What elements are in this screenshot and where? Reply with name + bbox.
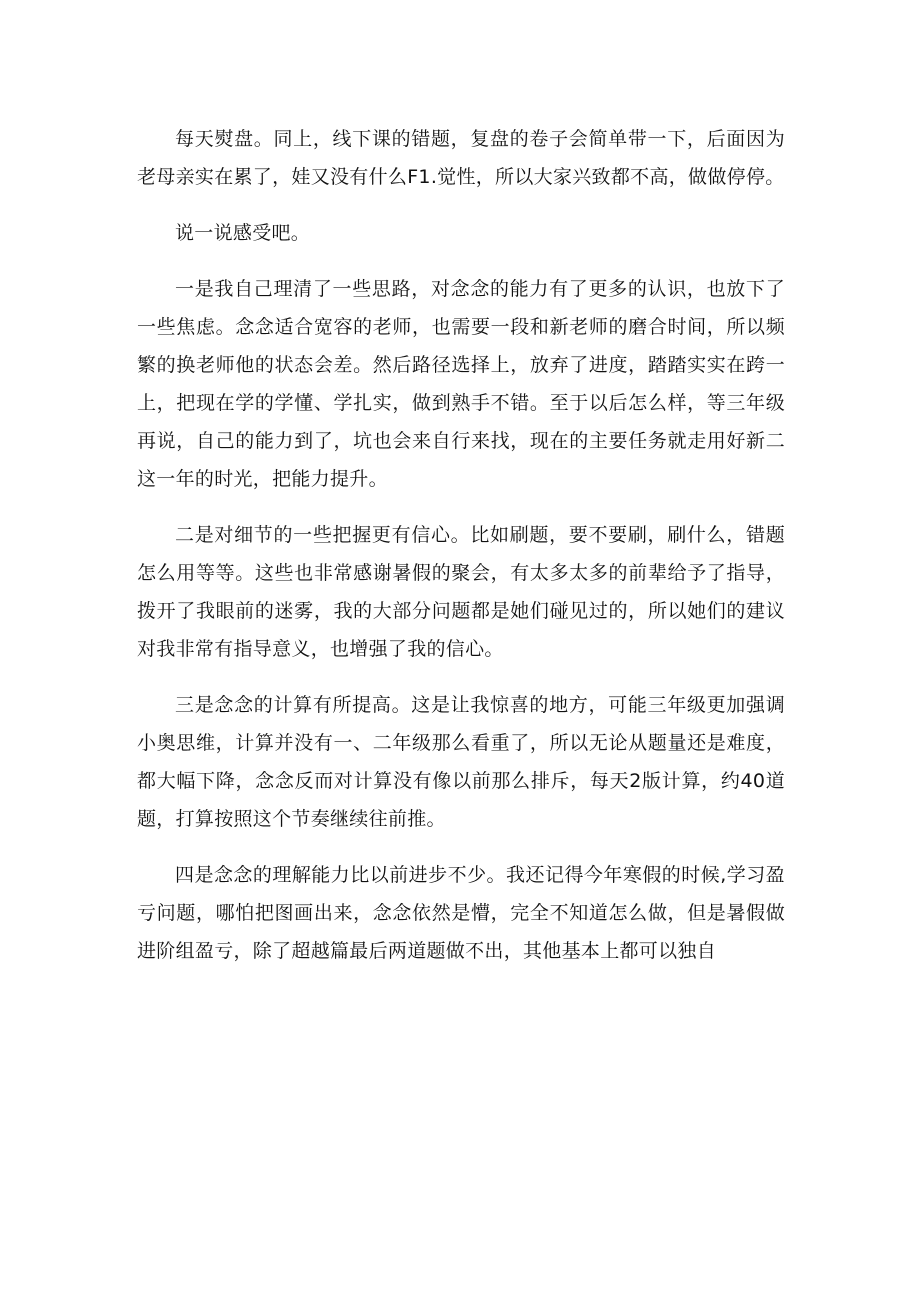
paragraph-daily-review: 每天熨盘。同上，线下课的错题，复盘的卷子会简单带一下，后面因为老母亲实在累了，娃又没有什么F1.觉性，所以大家兴致都不高，做做停停。 <box>137 128 785 188</box>
paragraph-point-one: 一是我自己理清了一些思路，对念念的能力有了更多的认识，也放下了一些焦虑。念念适合宽容的老师，也需要一段和新老师的磨合时间，所以频繁的换老师他的状态会差。然后路径选择上，放弃了进度，踏踏实实在跨一上，把现在学的学懂、学扎实，做到熟手不错。至于以后怎么样，等三年级再说，自己的能力到了，坑也会来自行来找，现在的主要任务就走用好新二这一年的时光，把能力提升。 <box>137 278 785 490</box>
paragraph-point-three: 三是念念的计算有所提高。这是让我惊喜的地方，可能三年级更加强调小奥思维，计算并没有一、二年级那么看重了，所以无论从题量还是难度，都大幅下降，念念反而对计算没有像以前那么排斥，每天2版计算，约40道题，打算按照这个节奏继续往前推。 <box>137 694 785 830</box>
paragraph-point-four: 四是念念的理解能力比以前进步不少。我还记得今年寒假的时候,学习盈亏问题，哪怕把图画出来，念念依然是懵，完全不知道怎么做，但是暑假做进阶组盈亏，除了超越篇最后两道题做不出，其他基本上都可以独自 <box>137 864 785 962</box>
document-body <box>137 120 785 988</box>
paragraph-point-two: 二是对细节的一些把握更有信心。比如刷题，要不要刷，刷什么，错题怎么用等等。这些也非常感谢暑假的聚会，有太多太多的前辈给予了指导，拨开了我眼前的迷雾，我的大部分问题都是她们碰见过的，所以她们的建议对我非常有指导意义，也增强了我的信心。 <box>137 524 785 660</box>
paragraph-feelings-intro: 说一说感受吧。 <box>175 222 311 244</box>
